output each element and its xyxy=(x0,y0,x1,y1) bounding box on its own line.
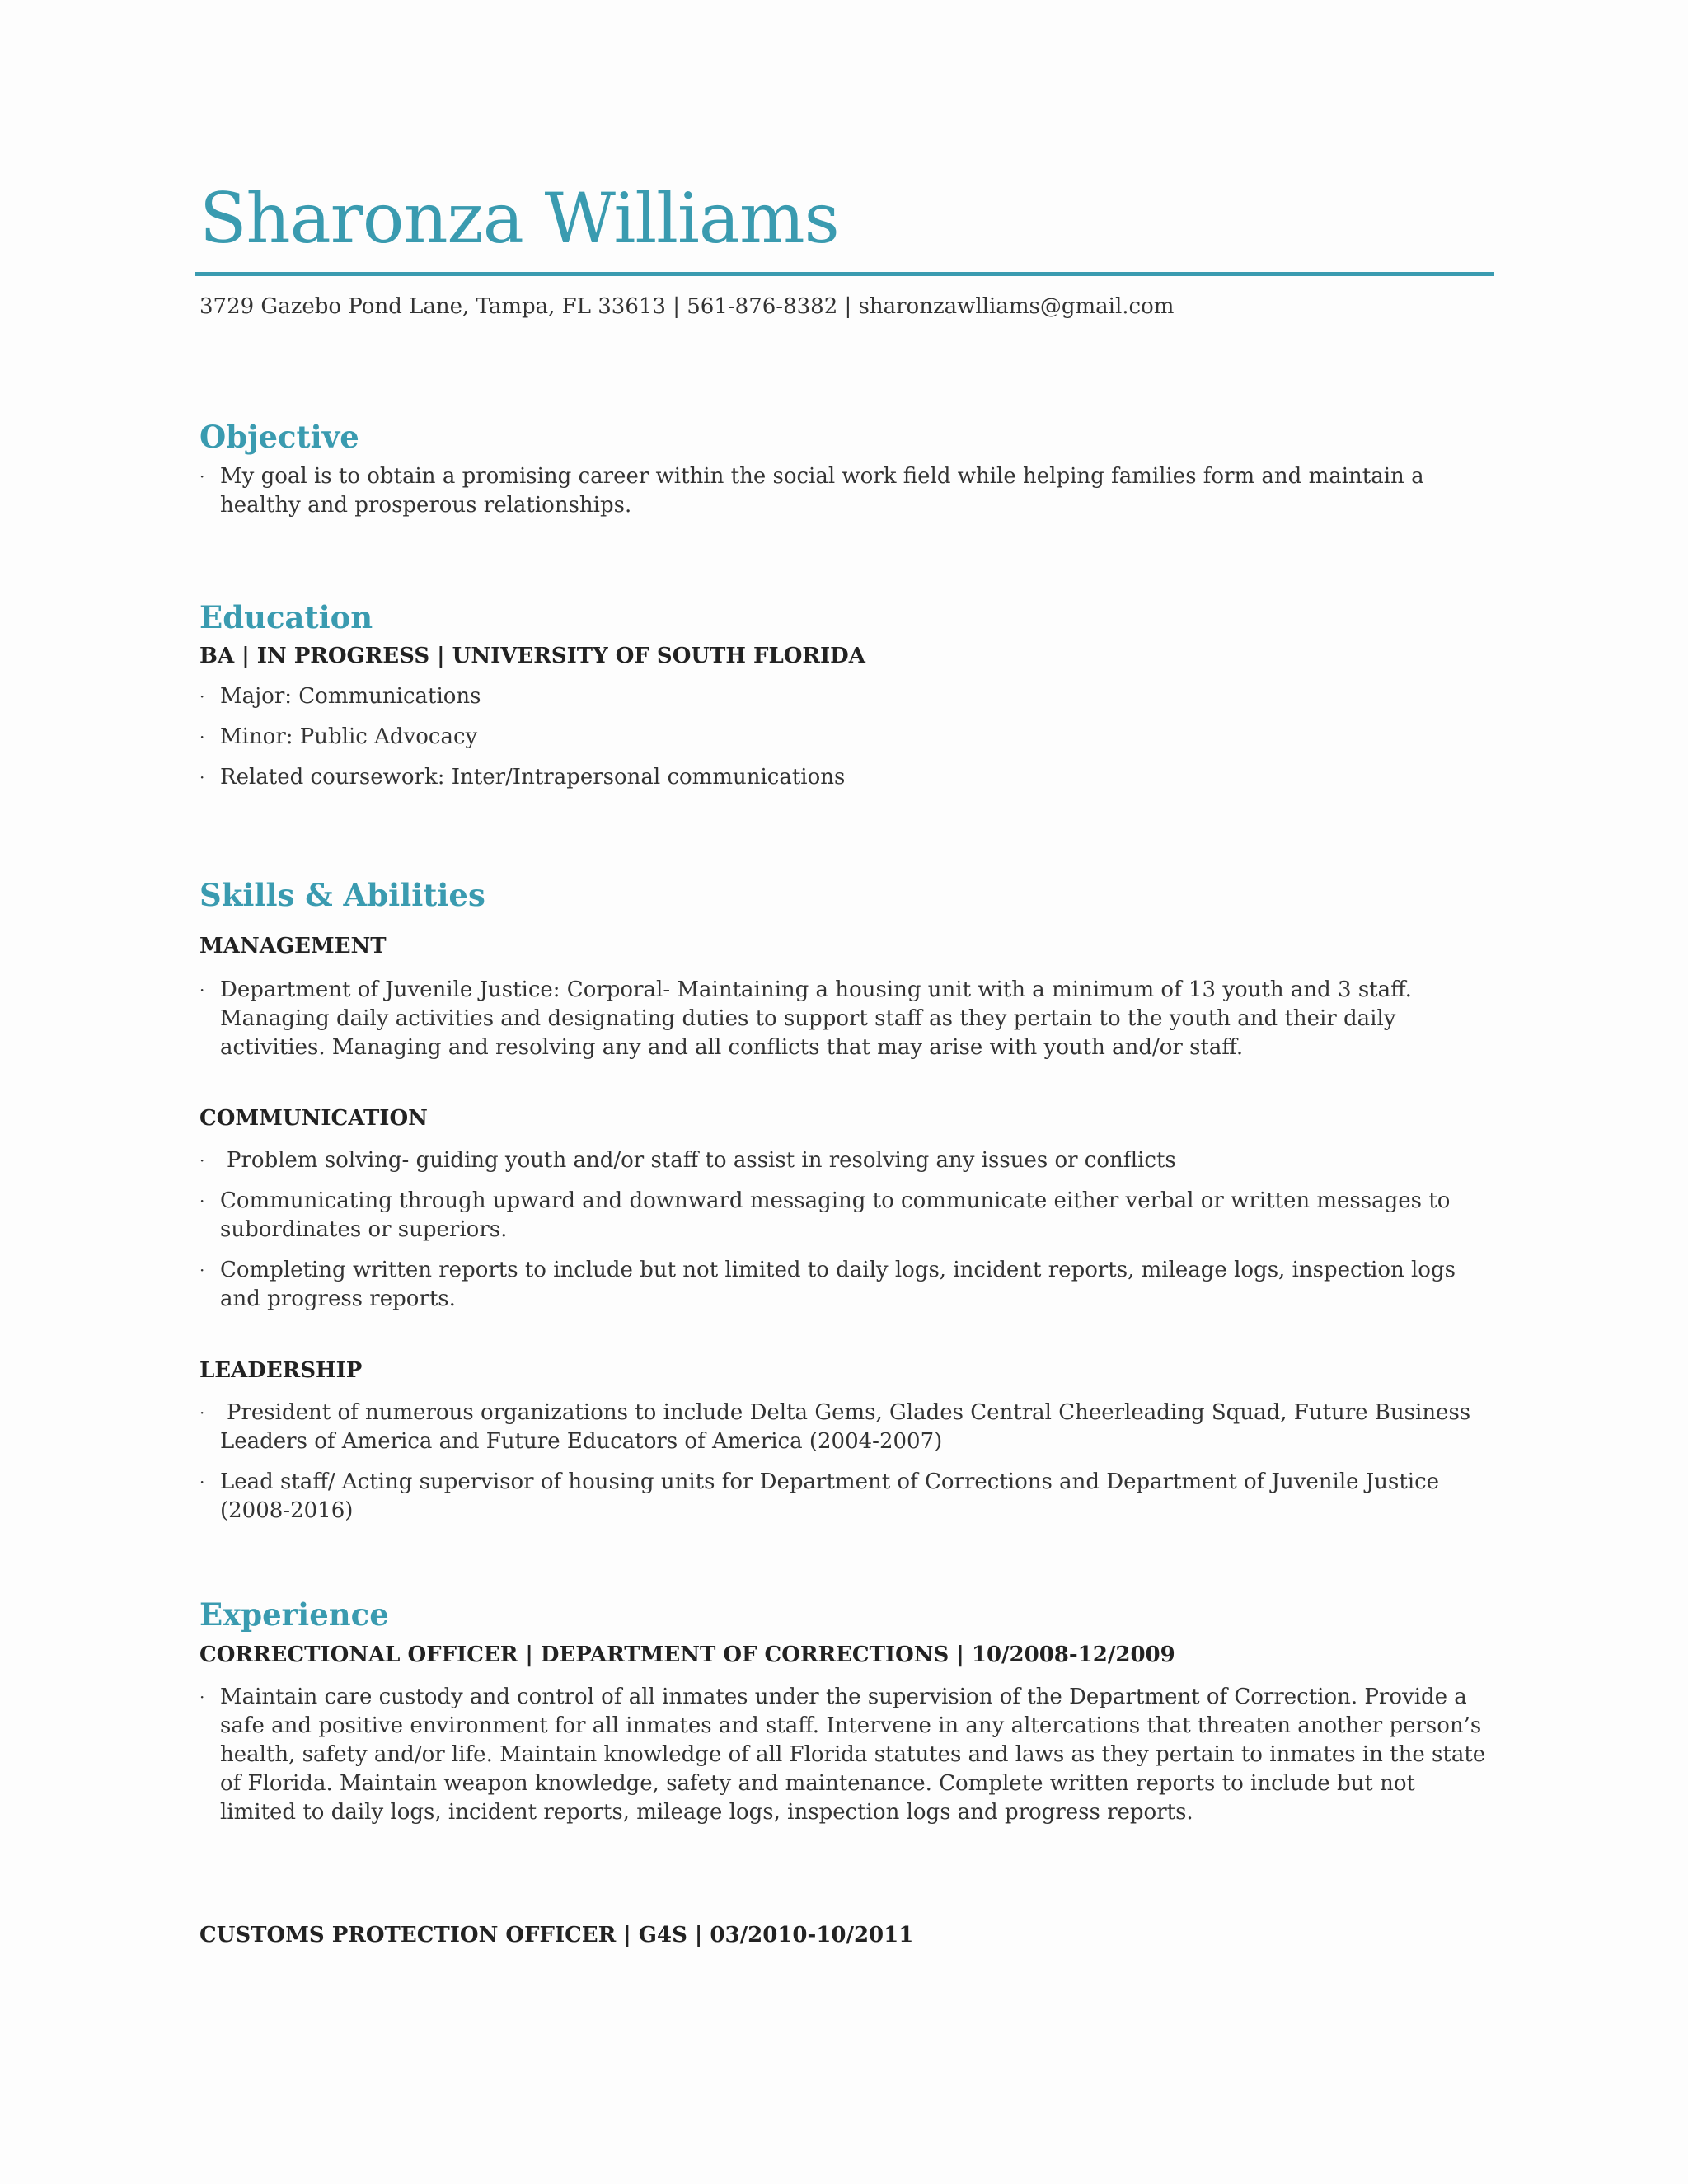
bullet-icon: · xyxy=(199,466,205,486)
list-item xyxy=(199,1399,1497,1456)
experience-heading: Experience xyxy=(199,1596,389,1633)
bullet-icon: · xyxy=(199,1403,205,1422)
list-item xyxy=(199,1256,1497,1314)
management-block xyxy=(199,931,1497,1062)
leadership-list xyxy=(199,1399,1497,1526)
list-item xyxy=(199,1146,1497,1175)
education-item: Major: Communications xyxy=(220,684,481,709)
job-duty: Maintain care custody and control of all inmates under the supervision of the Department of Correction. Provide a safe and positive environment for all inmates and staff. Intervene in any altercations that threaten another person’s health, safety and/or life. Maintain knowledge of all Florida statutes and laws as they pertain to inmates in the state of Florida. Maintain weapon knowledge, safety and maintenance. Complete written reports to include but not limited to daily logs, incident reports, mileage logs, inspection logs and progress reports. xyxy=(220,1685,1486,1825)
education-list xyxy=(199,682,1497,792)
resume-name: Sharonza Williams xyxy=(199,178,839,259)
bullet-icon: · xyxy=(199,1191,205,1211)
management-item: Department of Juvenile Justice: Corporal- Maintaining a housing unit with a minimum of 13 youth and 3 staff. Managing daily activities and designating duties to support staff as they pertain to the youth and their daily activities. Managing and resolving any and all conflicts that may arise with youth and/or staff. xyxy=(220,977,1412,1060)
leadership-item: President of numerous organizations to include Delta Gems, Glades Central Cheerleading Squad, Future Business Leaders of America and Future Educators of America (2004-2007) xyxy=(220,1400,1471,1454)
communication-list xyxy=(199,1146,1497,1314)
management-list xyxy=(199,976,1497,1062)
skills-heading: Skills & Abilities xyxy=(199,877,485,913)
list-item xyxy=(199,976,1497,1062)
bullet-icon: · xyxy=(199,1687,205,1707)
bullet-icon: · xyxy=(199,767,205,787)
bullet-icon: · xyxy=(199,1151,205,1170)
communication-block xyxy=(199,1104,1497,1314)
degree-title: BA | IN PROGRESS | UNIVERSITY OF SOUTH FLORIDA xyxy=(199,644,865,668)
communication-item: Completing written reports to include but not limited to daily logs, incident reports, mileage logs, inspection logs and progress reports. xyxy=(220,1258,1456,1311)
bullet-icon: · xyxy=(199,1472,205,1492)
list-item xyxy=(199,682,1497,711)
bullet-icon: · xyxy=(199,687,205,706)
objective-section xyxy=(199,416,1497,520)
education-item: Related coursework: Inter/Intrapersonal communications xyxy=(220,765,846,790)
list-item xyxy=(199,1187,1497,1244)
list-item xyxy=(199,1468,1497,1526)
education-heading: Education xyxy=(199,599,373,635)
management-title: MANAGEMENT xyxy=(199,934,387,958)
leadership-item: Lead staff/ Acting supervisor of housing units for Department of Corrections and Department of Juvenile Justice (2008-2016) xyxy=(220,1469,1440,1523)
list-item xyxy=(199,763,1497,792)
communication-title: COMMUNICATION xyxy=(199,1106,428,1131)
communication-item: Communicating through upward and downward messaging to communicate either verbal or written messages to subordinates or superiors. xyxy=(220,1188,1451,1242)
job-duties-list xyxy=(199,1683,1497,1827)
objective-heading: Objective xyxy=(199,419,359,455)
objective-text: My goal is to obtain a promising career within the social work field while helping families form and maintain a healthy and prosperous relationships. xyxy=(220,464,1424,518)
list-item xyxy=(199,723,1497,752)
objective-list xyxy=(199,462,1497,520)
leadership-title: LEADERSHIP xyxy=(199,1358,363,1383)
skills-section xyxy=(199,874,1497,916)
education-section xyxy=(199,597,1497,792)
job-title: CUSTOMS PROTECTION OFFICER | G4S | 03/2010-10/2011 xyxy=(199,1923,914,1947)
job-title: CORRECTIONAL OFFICER | DEPARTMENT OF CORRECTIONS | 10/2008-12/2009 xyxy=(199,1643,1175,1667)
leadership-block xyxy=(199,1356,1497,1526)
list-item xyxy=(199,462,1497,520)
communication-item: Problem solving- guiding youth and/or staff to assist in resolving any issues or conflicts xyxy=(227,1148,1176,1173)
bullet-icon: · xyxy=(199,980,205,1000)
bullet-icon: · xyxy=(199,1260,205,1280)
job2-block xyxy=(199,1920,1497,1950)
list-item xyxy=(199,1683,1497,1827)
bullet-icon: · xyxy=(199,727,205,747)
education-item: Minor: Public Advocacy xyxy=(220,724,478,749)
contact-info: 3729 Gazebo Pond Lane, Tampa, FL 33613 | 561-876-8382 | sharonzawlliams@gmail.com xyxy=(199,294,1175,319)
experience-section xyxy=(199,1594,1497,1827)
header-divider xyxy=(195,272,1494,276)
